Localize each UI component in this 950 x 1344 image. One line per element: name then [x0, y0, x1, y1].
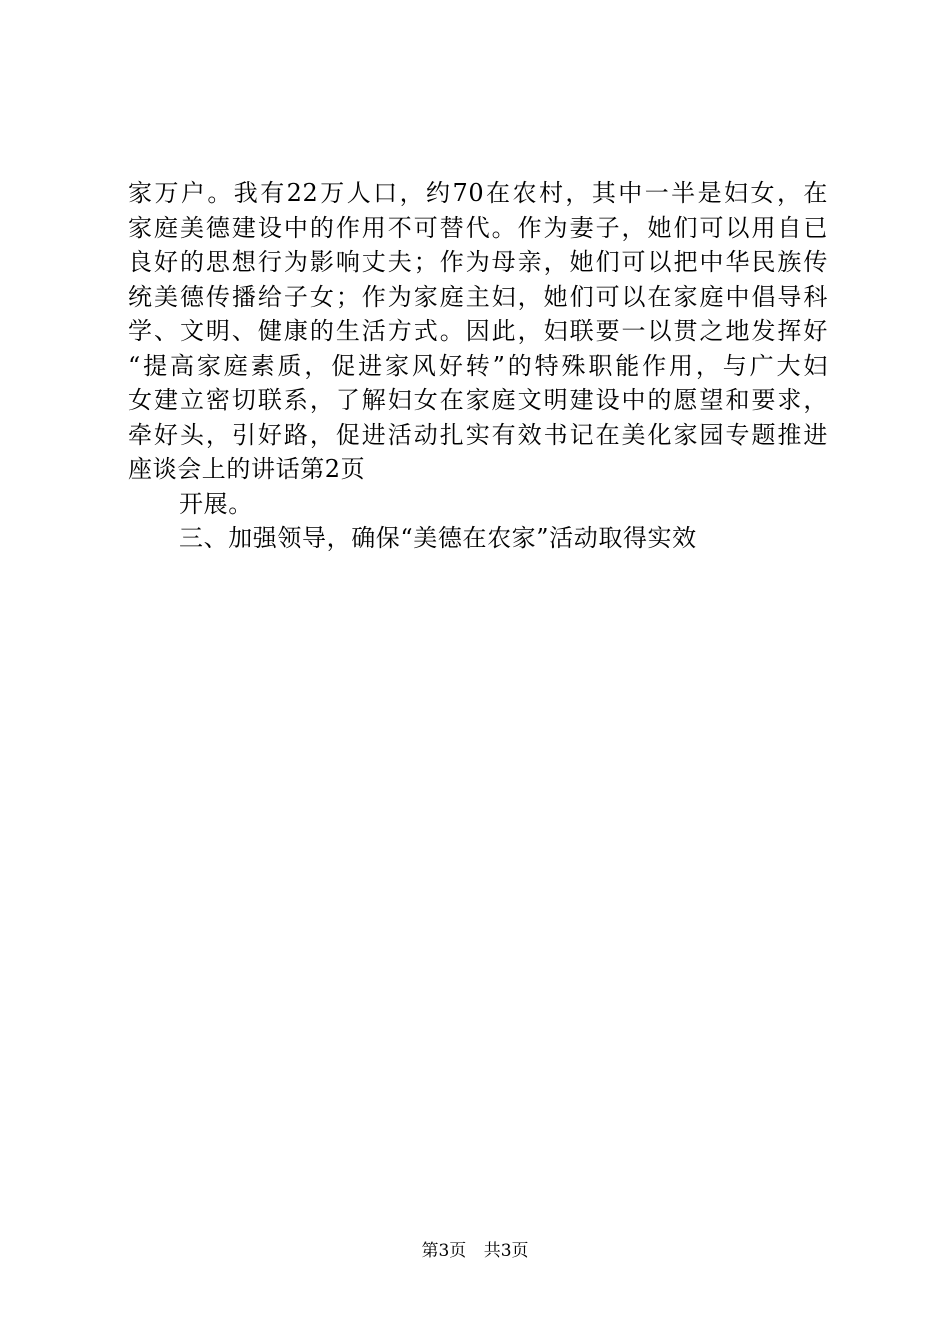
body-text: [128, 176, 828, 556]
paragraph-line: 座谈会上的讲话第2页: [128, 455, 366, 483]
paragraph-line: 家万户。我有22万人口，约70在农村，其中一半是妇女，在: [128, 179, 828, 207]
paragraph-line: 家庭美德建设中的作用不可替代。作为妻子，她们可以用自已: [128, 213, 828, 242]
page-footer: [0, 1240, 950, 1262]
paragraph-line: 统美德传播给子女；作为家庭主妇，她们可以在家庭中倡导科: [128, 282, 828, 311]
paragraph-line: 学、文明、健康的生活方式。因此，妇联要一以贯之地发挥好: [128, 317, 828, 345]
paragraph-line: 开展。: [179, 489, 253, 518]
paragraph-line: 牵好头，引好路，促进活动扎实有效书记在美化家园专题推进: [128, 420, 828, 449]
paragraph-line: “提高家庭素质，促进家风好转”的特殊职能作用，与广大妇: [128, 351, 828, 380]
section-heading: 三、加强领导，确保“美德在农家”活动取得实效: [179, 524, 697, 552]
page-total: 共3页: [483, 1241, 529, 1261]
page-number: 第3页: [421, 1241, 467, 1261]
paragraph-line: 良好的思想行为影响丈夫；作为母亲，她们可以把中华民族传: [128, 248, 828, 276]
paragraph-line: 女建立密切联系，了解妇女在家庭文明建设中的愿望和要求，: [128, 386, 828, 414]
